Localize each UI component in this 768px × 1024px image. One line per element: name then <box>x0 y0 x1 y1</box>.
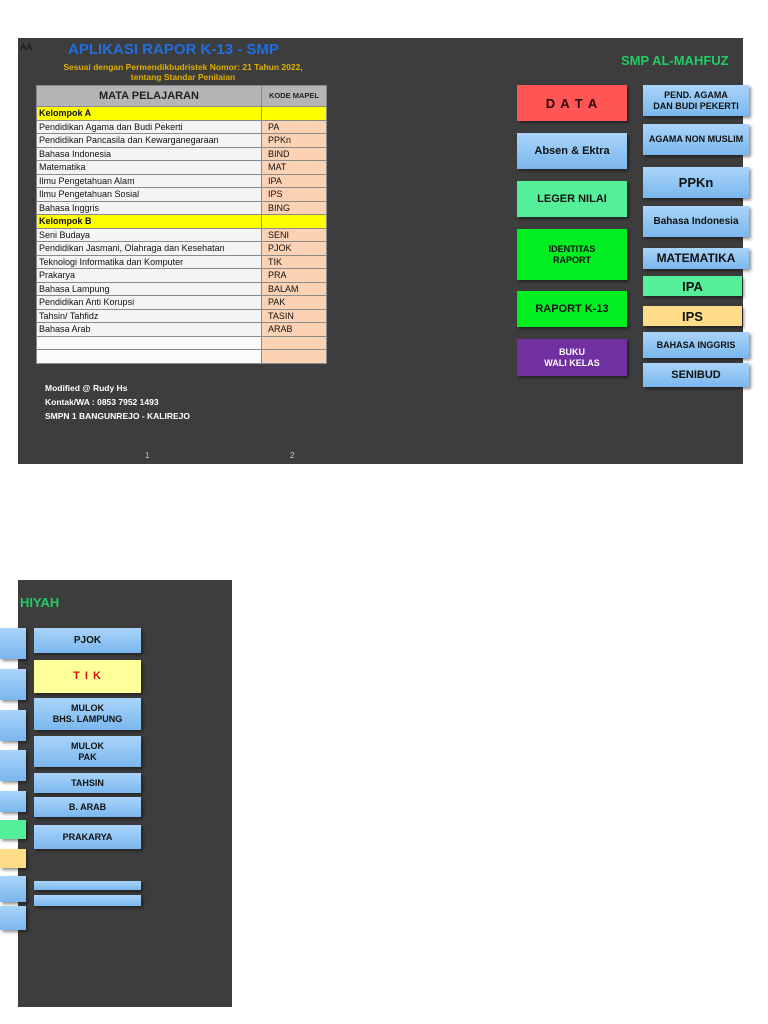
table-row <box>37 201 327 215</box>
table-row <box>37 161 327 175</box>
table-row <box>37 147 327 161</box>
leger-nilai-label: LEGER NILAI <box>537 192 607 205</box>
school-name-partial: HIYAH <box>20 595 60 610</box>
raport-k13-button[interactable] <box>517 291 627 327</box>
b-arab-button[interactable] <box>34 797 141 817</box>
school-name: SMP AL-MAHFUZ <box>621 53 729 68</box>
footer-line2: Kontak/WA : 0853 7952 1493 <box>45 397 159 407</box>
subject-name-cell[interactable]: Tahsin/ Tahfidz <box>37 309 262 323</box>
cutoff-button-stub[interactable] <box>0 820 26 839</box>
matematika-button[interactable] <box>643 248 749 269</box>
subject-name-cell[interactable]: Bahasa Inggris <box>37 201 262 215</box>
cutoff-button-stub[interactable] <box>0 791 26 812</box>
subject-code-cell[interactable]: PAK <box>262 296 327 310</box>
subject-code-cell[interactable]: IPA <box>262 174 327 188</box>
pend-agama-label-2: DAN BUDI PEKERTI <box>653 100 739 111</box>
subject-name-cell[interactable]: Bahasa Arab <box>37 323 262 337</box>
agama-non-muslim-button[interactable] <box>643 124 749 155</box>
table-row <box>37 255 327 269</box>
tik-button[interactable] <box>34 660 141 693</box>
app-subtitle-line1: Sesuai dengan Permendikbudristek Nomor: 21 Tahun 2022, <box>63 62 303 72</box>
table-row <box>37 336 327 350</box>
empty-subject-button[interactable] <box>34 895 141 906</box>
bahasa-indonesia-label: Bahasa Indonesia <box>653 216 739 227</box>
table-row <box>37 242 327 256</box>
subject-code-cell[interactable]: TIK <box>262 255 327 269</box>
absen-ektra-label: Absen & Ektra <box>534 144 610 157</box>
footer-line1: Modified @ Rudy Hs <box>45 383 128 393</box>
buku-wali-kelas-button[interactable] <box>517 339 627 376</box>
identitas-label-1: IDENTITAS <box>548 243 596 254</box>
tik-label: T I K <box>73 670 102 682</box>
matematika-label: MATEMATIKA <box>656 251 736 265</box>
mulok-pak-button[interactable] <box>34 736 141 767</box>
ipa-label: IPA <box>682 278 703 294</box>
subject-name-cell[interactable]: Teknologi Informatika dan Komputer <box>37 255 262 269</box>
footer-line3: SMPN 1 BANGUNREJO - KALIREJO <box>45 411 190 421</box>
page-number-2: 2 <box>290 451 295 460</box>
subject-name-cell[interactable]: Prakarya <box>37 269 262 283</box>
identitas-raport-button[interactable] <box>517 229 627 280</box>
subject-name-cell[interactable]: Pendidikan Pancasila dan Kewarganegaraan <box>37 134 262 148</box>
subject-name-cell[interactable]: Bahasa Indonesia <box>37 147 262 161</box>
subject-code-cell[interactable]: BIND <box>262 147 327 161</box>
subject-code-cell[interactable]: BALAM <box>262 282 327 296</box>
pend-agama-button[interactable] <box>643 85 749 116</box>
prakarya-label: PRAKARYA <box>62 831 113 842</box>
pend-agama-label-1: PEND. AGAMA <box>664 89 728 100</box>
identitas-label-2: RAPORT <box>553 254 591 265</box>
pjok-label: PJOK <box>73 635 102 646</box>
main-panel <box>18 38 743 464</box>
subject-name-cell[interactable]: Ilmu Pengetahuan Sosial <box>37 188 262 202</box>
subject-name-cell[interactable] <box>37 336 262 350</box>
app-subtitle <box>38 62 328 82</box>
table-row <box>37 188 327 202</box>
bahasa-indonesia-button[interactable] <box>643 206 749 237</box>
prakarya-button[interactable] <box>34 825 141 849</box>
subject-name-cell[interactable]: Pendidikan Jasmani, Olahraga dan Kesehatan <box>37 242 262 256</box>
app-subtitle-line2: tentang Standar Penilaian <box>130 72 236 82</box>
subject-name-cell[interactable]: Pendidikan Agama dan Budi Pekerti <box>37 120 262 134</box>
subject-code-cell[interactable]: PPKn <box>262 134 327 148</box>
table-row <box>37 309 327 323</box>
table-row <box>37 296 327 310</box>
leger-nilai-button[interactable] <box>517 181 627 217</box>
pjok-button[interactable] <box>34 628 141 653</box>
subject-name-cell[interactable]: Pendidikan Anti Korupsi <box>37 296 262 310</box>
tahsin-label: TAHSIN <box>71 777 104 788</box>
subject-name-cell[interactable]: Kelompok B <box>37 215 262 229</box>
bahasa-inggris-button[interactable] <box>643 332 749 358</box>
subject-name-cell[interactable]: Kelompok A <box>37 107 262 121</box>
mulok-pak-label-1: MULOK <box>71 740 104 751</box>
mulok-lampung-label-1: MULOK <box>71 703 104 713</box>
page-number-1: 1 <box>145 451 150 460</box>
table-row <box>37 282 327 296</box>
subject-code-cell[interactable] <box>262 107 327 121</box>
cutoff-button-stub[interactable] <box>0 849 26 868</box>
tahsin-button[interactable] <box>34 773 141 793</box>
mulok-pak-label-2: PAK <box>78 751 97 762</box>
data-button[interactable] <box>517 85 627 121</box>
data-button-label: D A T A <box>545 95 599 111</box>
subject-name-cell[interactable]: Bahasa Lampung <box>37 282 262 296</box>
subject-code-cell[interactable]: BING <box>262 201 327 215</box>
subject-code-cell[interactable]: PJOK <box>262 242 327 256</box>
agama-non-muslim-label: AGAMA NON MUSLIM <box>648 134 744 144</box>
subject-code-cell[interactable]: PRA <box>262 269 327 283</box>
table-row <box>37 120 327 134</box>
ppkn-label: PPKn <box>678 175 714 190</box>
table-row <box>37 350 327 364</box>
absen-ektra-button[interactable] <box>517 133 627 169</box>
senibud-label: SENIBUD <box>671 368 721 381</box>
group-header-row <box>37 215 327 229</box>
subject-code-cell[interactable] <box>262 215 327 229</box>
empty-subject-button[interactable] <box>34 881 141 890</box>
header-kode-mapel: KODE MAPEL <box>262 86 327 107</box>
subject-name-cell[interactable] <box>37 350 262 364</box>
cutoff-button-stub[interactable] <box>0 906 26 930</box>
footer-credits <box>45 381 190 423</box>
b-arab-label: B. ARAB <box>68 801 107 812</box>
subject-table <box>36 85 327 364</box>
raport-k13-label: RAPORT K-13 <box>535 302 609 315</box>
ipa-button[interactable] <box>643 276 742 296</box>
cutoff-button-stub[interactable] <box>0 628 26 659</box>
table-row <box>37 174 327 188</box>
subject-code-cell[interactable]: MAT <box>262 161 327 175</box>
ips-button[interactable] <box>643 306 742 326</box>
subject-name-cell[interactable]: Ilmu Pengetahuan Alam <box>37 174 262 188</box>
table-row <box>37 269 327 283</box>
senibud-button[interactable] <box>643 363 749 387</box>
ppkn-button[interactable] <box>643 167 749 198</box>
cutoff-button-stub[interactable] <box>0 710 26 741</box>
buku-label-1: BUKU <box>559 346 585 357</box>
subject-code-cell[interactable]: IPS <box>262 188 327 202</box>
cutoff-button-stub[interactable] <box>0 876 26 902</box>
table-row <box>37 228 327 242</box>
subject-code-cell[interactable]: PA <box>262 120 327 134</box>
second-page-panel <box>18 580 232 1007</box>
table-row <box>37 134 327 148</box>
bahasa-inggris-label: BAHASA INGGRIS <box>656 339 736 350</box>
mulok-lampung-label-2: BHS. LAMPUNG <box>52 714 123 724</box>
subject-code-cell[interactable]: TASIN <box>262 309 327 323</box>
mulok-bhs-lampung-button[interactable] <box>34 698 141 730</box>
subject-code-cell[interactable]: ARAB <box>262 323 327 337</box>
cutoff-button-stub[interactable] <box>0 669 26 700</box>
subject-name-cell[interactable]: Matematika <box>37 161 262 175</box>
group-header-row <box>37 107 327 121</box>
subject-name-cell[interactable]: Seni Budaya <box>37 228 262 242</box>
subject-code-cell[interactable] <box>262 336 327 350</box>
subject-code-cell[interactable] <box>262 350 327 364</box>
buku-label-2: WALI KELAS <box>544 357 600 368</box>
table-row <box>37 323 327 337</box>
subject-code-cell[interactable]: SENI <box>262 228 327 242</box>
ips-label: IPS <box>682 308 703 324</box>
cutoff-button-stub[interactable] <box>0 750 26 781</box>
app-title: APLIKASI RAPOR K-13 - SMP <box>68 41 279 58</box>
cell-corner-label: AA <box>20 42 33 52</box>
header-mata-pelajaran: MATA PELAJARAN <box>37 86 262 107</box>
